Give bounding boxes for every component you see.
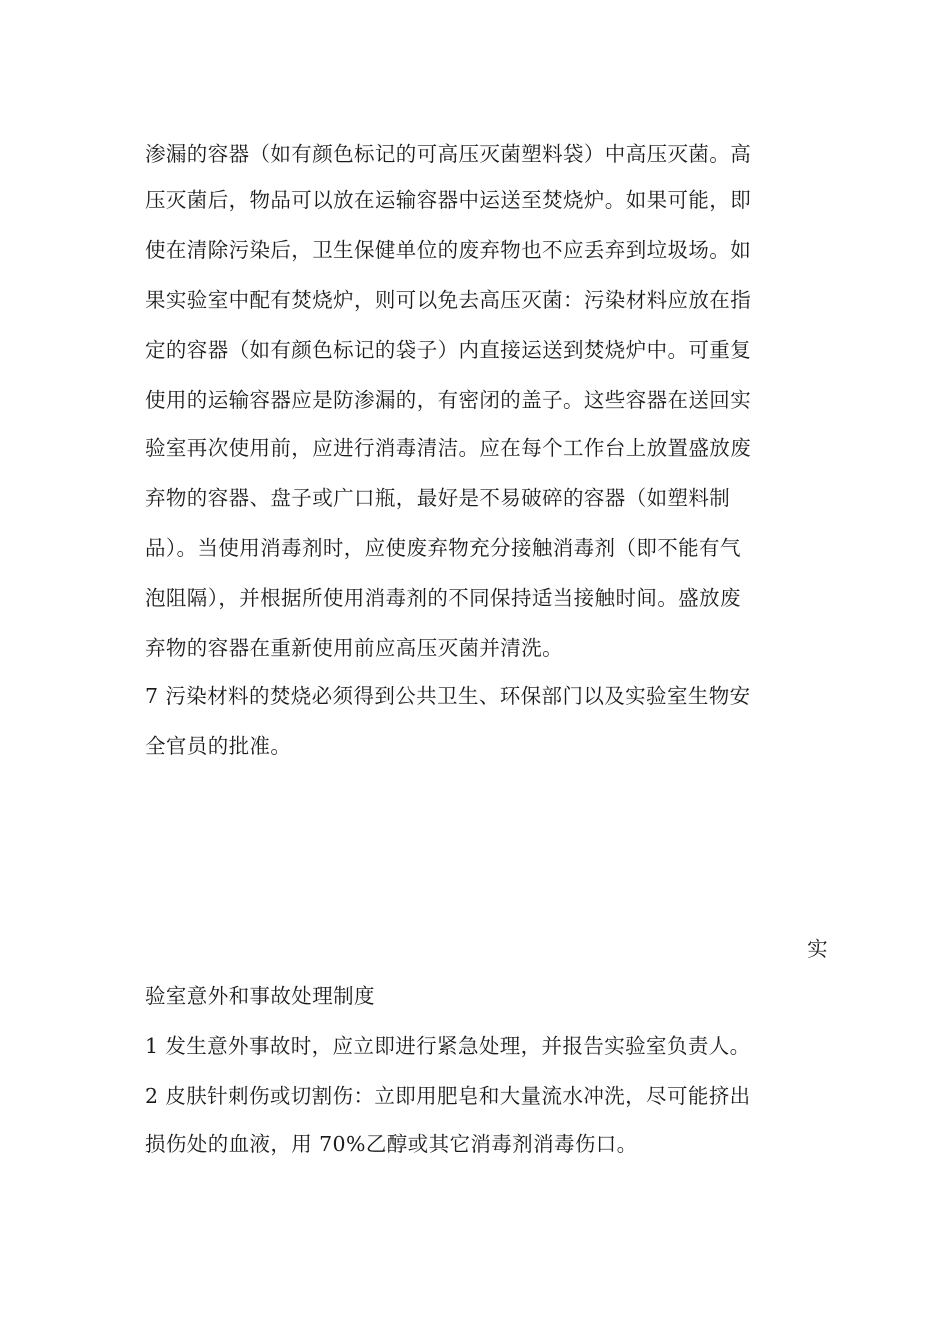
paragraph-line: 泡阻隔），并根据所使用消毒剂的不同保持适当接触时间。盛放废 (145, 586, 741, 610)
paragraph-line: 果实验室中配有焚烧炉，则可以免去高压灭菌：污染材料应放在指 (145, 288, 752, 312)
section-heading: 验室意外和事故处理制度 (145, 984, 375, 1008)
paragraph-line: 使在清除污染后，卫生保健单位的废弃物也不应丢弃到垃圾场。如 (145, 238, 752, 262)
paragraph-line: 渗漏的容器（如有颜色标记的可高压灭菌塑料袋）中高压灭菌。高 (145, 142, 752, 166)
paragraph-line: 品）。当使用消毒剂时，应使废弃物充分接触消毒剂（即不能有气 (145, 536, 741, 560)
item-1-line: 1 发生意外事故时，应立即进行紧急处理，并报告实验室负责人。 (145, 1034, 751, 1058)
paragraph-line: 验室再次使用前，应进行消毒清洁。应在每个工作台上放置盛放废 (145, 436, 752, 460)
paragraph-line: 弃物的容器、盘子或广口瓶，最好是不易破碎的容器（如塑料制 (145, 486, 731, 510)
item-7-line: 7 污染材料的焚烧必须得到公共卫生、环保部门以及实验室生物安 (145, 684, 751, 708)
item-2-line: 损伤处的血液，用 70%乙醇或其它消毒剂消毒伤口。 (145, 1132, 638, 1156)
paragraph-line: 压灭菌后，物品可以放在运输容器中运送至焚烧炉。如果可能，即 (145, 188, 752, 212)
item-2-line: 2 皮肤针刺伤或切割伤：立即用肥皂和大量流水冲洗，尽可能挤出 (145, 1084, 751, 1108)
item-7-line: 全官员的批准。 (145, 734, 292, 758)
paragraph-line: 使用的运输容器应是防渗漏的，有密闭的盖子。这些容器在送回实 (145, 388, 752, 412)
paragraph-line: 定的容器（如有颜色标记的袋子）内直接运送到焚烧炉中。可重复 (145, 338, 752, 362)
section-heading-start: 实 (807, 937, 828, 961)
paragraph-line: 弃物的容器在重新使用前应高压灭菌并清洗。 (145, 636, 563, 660)
